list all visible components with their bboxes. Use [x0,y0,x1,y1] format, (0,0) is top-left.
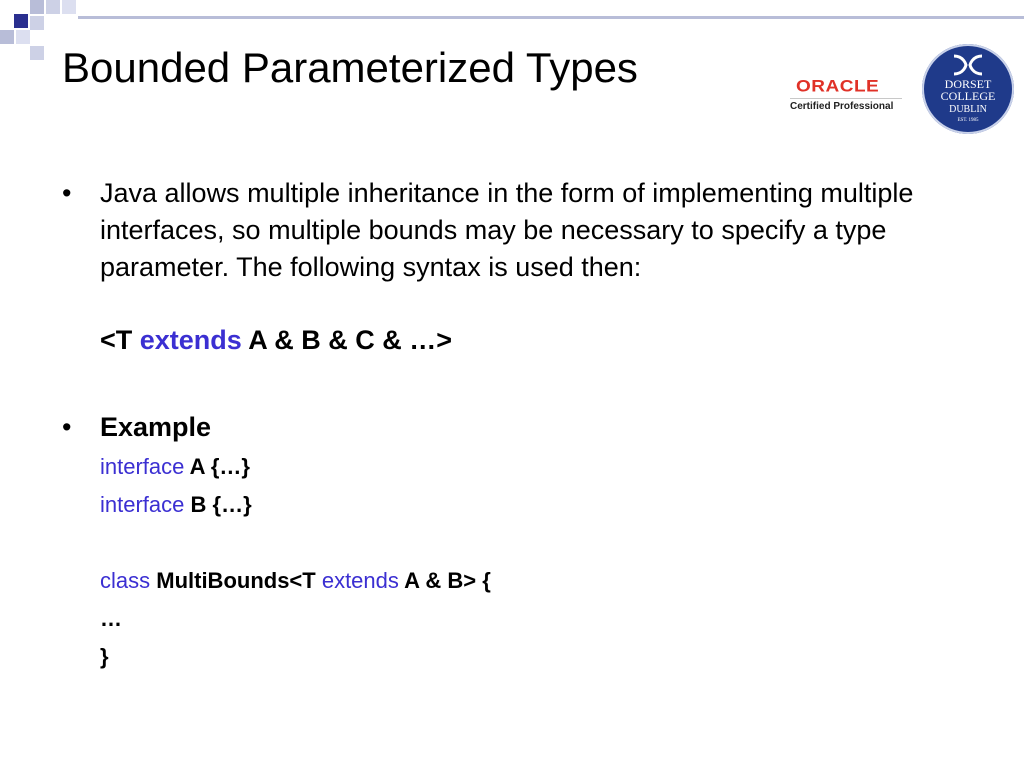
bullet-item [62,409,962,446]
code-text: A & B> { [398,568,491,593]
syntax-suffix: A & B & C & …> [241,325,453,355]
bullet-icon: • [62,178,72,208]
slide-title: Bounded Parameterized Types [62,44,638,91]
slide-body [62,175,962,676]
code-example [62,448,962,676]
deco-square-light [30,0,44,14]
code-blank-line [100,524,962,562]
code-line [100,486,962,524]
college-established: EST. 1985 [957,118,979,123]
syntax-keyword: extends [139,325,242,355]
oracle-wordmark: ORACLE [796,77,880,96]
deco-square-light [30,16,44,30]
deco-square-light [30,46,44,60]
code-text: A {…} [184,454,250,479]
deco-square-dark [14,14,28,28]
college-name-line2: COLLEGE [940,89,996,103]
code-keyword: extends [321,568,399,593]
syntax-prefix: <T [100,325,140,355]
bullet-item [62,175,962,286]
example-heading: Example [100,412,212,442]
oracle-subtitle: Certified Professional [790,101,894,112]
bullet-icon: • [62,412,72,442]
code-line: … [100,606,122,631]
college-name-line3: DUBLIN [949,104,987,115]
oracle-divider [790,98,902,99]
bullet-text: Java allows multiple inheritance in the form of implementing multiple interfaces, so multiple bounds may be necessary to specify a type parameter. The following syntax is used then: [100,178,914,282]
code-keyword: class [100,568,151,593]
code-text: MultiBounds<T [150,568,322,593]
deco-square-light [46,0,60,14]
code-keyword: interface [100,454,185,479]
code-line: } [100,644,109,669]
dorset-college-logo [922,44,1014,134]
college-emblem-icon [952,54,984,76]
oracle-logo [788,76,904,120]
college-name-line1: DORSET [944,77,992,91]
deco-square-light [0,30,14,44]
code-line [100,448,962,486]
code-text: B {…} [184,492,252,517]
title-rule [78,16,1024,19]
code-keyword: interface [100,492,185,517]
deco-square-light [62,0,76,14]
deco-square-light [16,30,30,44]
code-line [100,562,962,600]
syntax-line [62,322,962,359]
